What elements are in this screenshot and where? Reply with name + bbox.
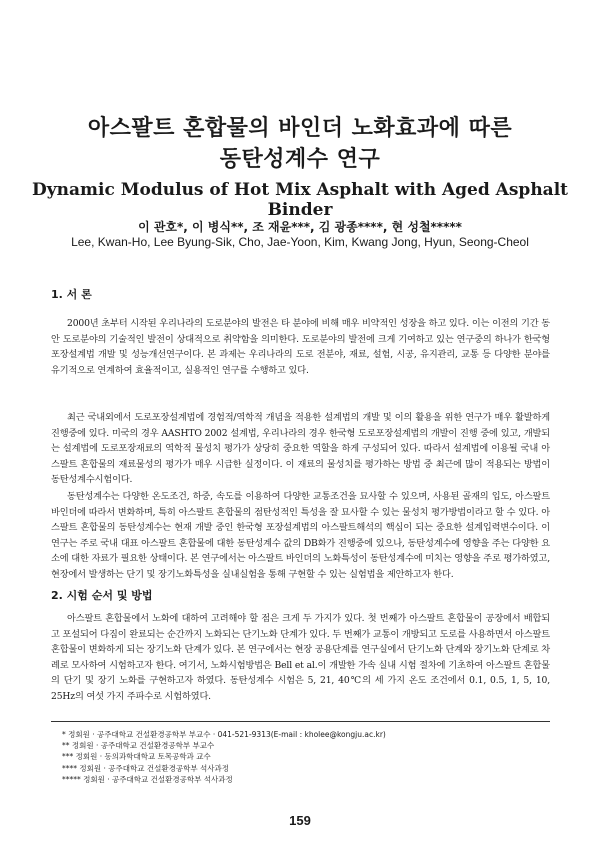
section-heading-methods: 2. 시험 순서 및 방법 <box>51 589 153 602</box>
footnote-4: **** 정회원 · 공주대학교 건설환경공학부 석사과정 <box>62 763 229 773</box>
footnote-2: ** 정회원 · 공주대학교 건설환경공학부 부교수 <box>62 741 215 751</box>
footnote-3: *** 정회원 · 동의과학대학교 토목공학과 교수 <box>62 752 211 762</box>
methods-paragraph-1: 아스팔트 혼합물에서 노화에 대하여 고려해야 할 점은 크게 두 가지가 있다. 첫 번째가 아스팔트 혼합물이 공장에서 배합되고 포설되어 다짐이 완료되는 순간까지 노화되는 단기노화 단계가 있다. 두 번째가 교통이 개방되고 도로를 사용하면서 아스팔트 혼합물이 변화하게 되는 장기노화 단계가 있다. 본 연구에서는 현장 공용단계를 연구실에서 단기노화 단계와 장기노화 단계로 차례로 모사하여 시험하고자 한다. 여기서, 노화시험방법은 Bell et al.이 개발한 가속 실내 시험 절차에 기초하여 아스팔트 혼합물의 단기 및 장기 노화를 구현하고자 하였다. 동탄성계수 시험은 5, 21, 40℃의 세 가지 온도 조건에서 0.1, 0.5, 1, 5, 10, 25Hz의 여섯 가지 주파수로 시험하였다. <box>51 613 550 702</box>
intro-paragraph-2: 최근 국내외에서 도로포장설계법에 경험적/역학적 개념을 적용한 설계법의 개발 및 이의 활용을 위한 연구가 매우 활발하게 진행중에 있다. 미국의 경우 AASHTO 2002 설계법, 우리나라의 경우 한국형 도로포장설계법의 개발이 진행 중에 있고, 개발되는 설계법에 도로포장재료의 역학적 물성치 평가가 상당히 중요한 역할을 하게 구성되어 있다. 따라서 설계법에 이용될 국내 아스팔트 혼합물의 재료물성의 평가가 매우 시급한 실정이다. 이 재료의 물성치를 평가하는 방법 중 최근에 많이 적용되는 방법이 동탄성계수시험이다. <box>51 412 550 486</box>
footnote-1: * 정회원 · 공주대학교 건설환경공학부 부교수 · 041-521-9313(E-mail : kholee@kongju.ac.kr) <box>62 730 386 739</box>
authors-korean: 이 관호*, 이 병식**, 조 재윤***, 김 광종****, 현 성철***** <box>138 220 462 234</box>
footnote-5: ***** 정회원 · 공주대학교 건설환경공학부 석사과정 <box>62 774 233 784</box>
authors-english: Lee, Kwan-Ho, Lee Byung-Sik, Cho, Jae-Yoon, Kim, Kwang Jong, Hyun, Seong-Cheol <box>71 235 529 249</box>
title-korean-line1: 아스팔트 혼합물의 바인더 노화효과에 따른 <box>87 116 513 141</box>
title-korean-line2: 동탄성계수 연구 <box>219 147 381 172</box>
footnotes <box>62 729 386 785</box>
footnote-divider <box>51 721 550 722</box>
intro-paragraph-3: 동탄성계수는 다양한 온도조건, 하중, 속도를 이용하여 다양한 교통조건을 묘사할 수 있으며, 사용된 골재의 입도, 아스팔트 바인더에 따라서 변화하며, 특히 아스팔트 혼합물의 점탄성적인 특성을 잘 묘사할 수 있는 물성치 평가방법이라고 할 수 있다. 아스팔트 혼합물의 동탄성계수는 현재 개발 중인 한국형 포장설계법의 아스팔트해석의 핵심이 되는 중요한 설계입력변수이다. 이 연구는 주로 국내 대표 아스팔트 혼합물에 대한 동탄성계수 값의 DB화가 진행중에 있으나, 동탄성계수에 영향을 주는 다양한 요소에 대한 자료가 필요한 상태이다. 본 연구에서는 아스팔트 바인더의 노화특성이 동탄성계수에 미치는 영향을 주로 평가하였고, 현장에서 발생하는 단기 및 장기노화특성을 실내실험을 통해 구현할 수 있는 실험법을 제안하고자 한다. <box>51 491 550 580</box>
page-number: 159 <box>289 813 311 828</box>
section-heading-introduction: 1. 서 론 <box>51 288 92 301</box>
intro-paragraph-1: 2000년 초부터 시작된 우리나라의 도로분야의 발전은 타 분야에 비해 매우 비약적인 성장을 하고 있다. 이는 이전의 기간 동안 도로분야의 기술적인 발전이 상대적으로 취약함을 의미한다. 도로분야의 발전에 크게 기여하고 있는 연구중의 하나가 한국형포장설계법 개발 및 성능개선연구이다. 본 과제는 우리나라의 도로 전분야, 재료, 설험, 시공, 유지관리, 교통 등 다양한 분야를 유기적으로 연계하여 효율적이고, 실용적인 연구를 수행하고 있다. <box>51 318 550 376</box>
title-english: Dynamic Modulus of Hot Mix Asphalt with Aged Asphalt Binder <box>32 180 568 220</box>
